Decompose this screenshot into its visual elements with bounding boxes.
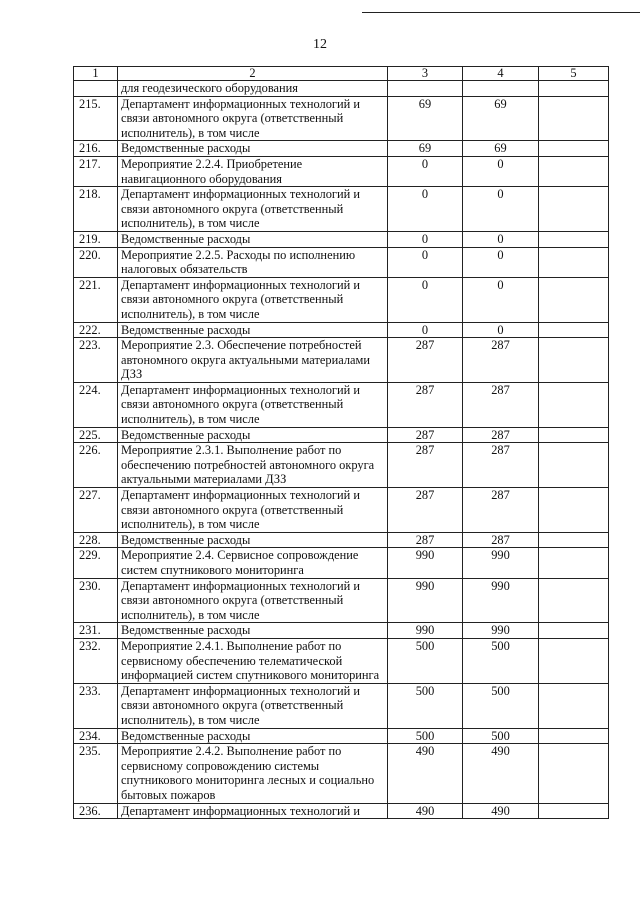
row-col5	[539, 231, 609, 247]
row-number: 225.	[74, 427, 118, 443]
row-name: Мероприятие 2.4.1. Выполнение работ по сервисному обеспечению телематической информацией систем спутникового мониторинга	[118, 638, 388, 683]
table-row	[74, 277, 609, 322]
row-col3: 287	[388, 488, 463, 533]
row-number	[74, 81, 118, 97]
row-col3: 500	[388, 683, 463, 728]
row-col5	[539, 141, 609, 157]
row-number: 233.	[74, 683, 118, 728]
table-row	[74, 578, 609, 623]
row-col5	[539, 443, 609, 488]
row-name: Мероприятие 2.4. Сервисное сопровождение систем спутникового мониторинга	[118, 548, 388, 578]
row-col3: 490	[388, 744, 463, 803]
row-col4: 287	[463, 427, 539, 443]
row-col4: 0	[463, 247, 539, 277]
row-name: Ведомственные расходы	[118, 141, 388, 157]
row-col4: 490	[463, 744, 539, 803]
table-row	[74, 322, 609, 338]
row-name: Департамент информационных технологий и связи автономного округа (ответственный исполнитель), в том числе	[118, 382, 388, 427]
budget-table	[73, 66, 609, 819]
row-col4: 0	[463, 231, 539, 247]
row-col3: 0	[388, 322, 463, 338]
page-number: 12	[313, 37, 327, 52]
row-col3: 500	[388, 638, 463, 683]
table-row	[74, 96, 609, 141]
column-header-4: 4	[463, 67, 539, 81]
row-name: Ведомственные расходы	[118, 728, 388, 744]
row-col3: 990	[388, 578, 463, 623]
table-row	[74, 427, 609, 443]
row-number: 232.	[74, 638, 118, 683]
row-name: Мероприятие 2.2.4. Приобретение навигационного оборудования	[118, 156, 388, 186]
row-col5	[539, 548, 609, 578]
table-row	[74, 156, 609, 186]
row-col5	[539, 96, 609, 141]
row-name: Департамент информационных технологий и связи автономного округа (ответственный исполнитель), в том числе	[118, 96, 388, 141]
top-rule	[362, 12, 640, 13]
row-col3: 287	[388, 382, 463, 427]
table-row	[74, 231, 609, 247]
row-name: Ведомственные расходы	[118, 322, 388, 338]
row-col5	[539, 623, 609, 639]
row-col4: 0	[463, 277, 539, 322]
row-number: 227.	[74, 488, 118, 533]
row-name: Мероприятие 2.4.2. Выполнение работ по сервисному сопровождению системы спутникового мониторинга лесных и социально бытовых пожаров	[118, 744, 388, 803]
table-row	[74, 548, 609, 578]
row-col5	[539, 803, 609, 819]
table-row	[74, 728, 609, 744]
row-col4: 69	[463, 141, 539, 157]
row-number: 224.	[74, 382, 118, 427]
row-col3: 0	[388, 277, 463, 322]
row-col3: 0	[388, 156, 463, 186]
row-col5	[539, 382, 609, 427]
row-col4: 990	[463, 548, 539, 578]
row-number: 234.	[74, 728, 118, 744]
row-col4: 0	[463, 187, 539, 232]
row-col5	[539, 187, 609, 232]
row-col5	[539, 156, 609, 186]
row-name: Мероприятие 2.2.5. Расходы по исполнению налоговых обязательств	[118, 247, 388, 277]
row-name: Департамент информационных технологий и связи автономного округа (ответственный исполнитель), в том числе	[118, 277, 388, 322]
row-number: 220.	[74, 247, 118, 277]
row-number: 218.	[74, 187, 118, 232]
row-name: Департамент информационных технологий и связи автономного округа (ответственный исполнитель), в том числе	[118, 683, 388, 728]
row-col4: 990	[463, 623, 539, 639]
table-row	[74, 247, 609, 277]
row-number: 215.	[74, 96, 118, 141]
table-row	[74, 141, 609, 157]
row-col4: 287	[463, 382, 539, 427]
row-col5	[539, 338, 609, 383]
row-col5	[539, 744, 609, 803]
row-number: 222.	[74, 322, 118, 338]
row-col4: 287	[463, 338, 539, 383]
row-col4: 287	[463, 532, 539, 548]
row-number: 223.	[74, 338, 118, 383]
row-col4: 500	[463, 683, 539, 728]
row-col5	[539, 81, 609, 97]
row-name: Мероприятие 2.3. Обеспечение потребностей автономного округа актуальными материалами ДЗЗ	[118, 338, 388, 383]
row-number: 228.	[74, 532, 118, 548]
row-col5	[539, 683, 609, 728]
table-header-row	[74, 67, 609, 81]
row-col3: 0	[388, 247, 463, 277]
table-row-continuation	[74, 81, 609, 97]
table-row	[74, 488, 609, 533]
row-name: Департамент информационных технологий и связи автономного округа (ответственный исполнитель), в том числе	[118, 578, 388, 623]
row-number: 235.	[74, 744, 118, 803]
table-row	[74, 683, 609, 728]
row-name: Ведомственные расходы	[118, 427, 388, 443]
table-row	[74, 443, 609, 488]
row-col3	[388, 81, 463, 97]
row-col5	[539, 532, 609, 548]
row-col5	[539, 427, 609, 443]
row-number: 226.	[74, 443, 118, 488]
table-row	[74, 532, 609, 548]
row-name: Департамент информационных технологий и связи автономного округа (ответственный исполнитель), в том числе	[118, 488, 388, 533]
row-col5	[539, 578, 609, 623]
row-col4: 0	[463, 322, 539, 338]
row-col3: 500	[388, 728, 463, 744]
row-col4: 500	[463, 638, 539, 683]
row-col4: 287	[463, 488, 539, 533]
row-name: Ведомственные расходы	[118, 231, 388, 247]
row-name: Ведомственные расходы	[118, 532, 388, 548]
row-number: 229.	[74, 548, 118, 578]
row-col3: 490	[388, 803, 463, 819]
row-name: Мероприятие 2.3.1. Выполнение работ по обеспечению потребностей автономного округа актуальными материалами ДЗЗ	[118, 443, 388, 488]
table-row	[74, 744, 609, 803]
row-name: Ведомственные расходы	[118, 623, 388, 639]
row-col3: 287	[388, 338, 463, 383]
row-col5	[539, 277, 609, 322]
row-col4	[463, 81, 539, 97]
table-row	[74, 382, 609, 427]
column-header-1: 1	[74, 67, 118, 81]
row-col5	[539, 728, 609, 744]
table-row	[74, 623, 609, 639]
row-number: 236.	[74, 803, 118, 819]
row-name: для геодезического оборудования	[118, 81, 388, 97]
row-col4: 990	[463, 578, 539, 623]
row-col3: 287	[388, 532, 463, 548]
row-number: 216.	[74, 141, 118, 157]
row-col3: 287	[388, 427, 463, 443]
row-number: 230.	[74, 578, 118, 623]
table-row	[74, 803, 609, 819]
row-col4: 287	[463, 443, 539, 488]
column-header-5: 5	[539, 67, 609, 81]
row-col4: 69	[463, 96, 539, 141]
column-header-3: 3	[388, 67, 463, 81]
row-number: 231.	[74, 623, 118, 639]
row-col3: 69	[388, 96, 463, 141]
row-number: 221.	[74, 277, 118, 322]
row-col4: 500	[463, 728, 539, 744]
row-col3: 990	[388, 623, 463, 639]
table-row	[74, 338, 609, 383]
row-col3: 990	[388, 548, 463, 578]
row-col3: 0	[388, 187, 463, 232]
row-col5	[539, 638, 609, 683]
row-col5	[539, 247, 609, 277]
column-header-2: 2	[118, 67, 388, 81]
row-number: 217.	[74, 156, 118, 186]
row-col3: 69	[388, 141, 463, 157]
row-number: 219.	[74, 231, 118, 247]
table-row	[74, 638, 609, 683]
row-col5	[539, 322, 609, 338]
row-col4: 490	[463, 803, 539, 819]
row-col3: 287	[388, 443, 463, 488]
table-row	[74, 187, 609, 232]
row-col3: 0	[388, 231, 463, 247]
row-col4: 0	[463, 156, 539, 186]
row-col5	[539, 488, 609, 533]
row-name: Департамент информационных технологий и	[118, 803, 388, 819]
row-name: Департамент информационных технологий и связи автономного округа (ответственный исполнитель), в том числе	[118, 187, 388, 232]
